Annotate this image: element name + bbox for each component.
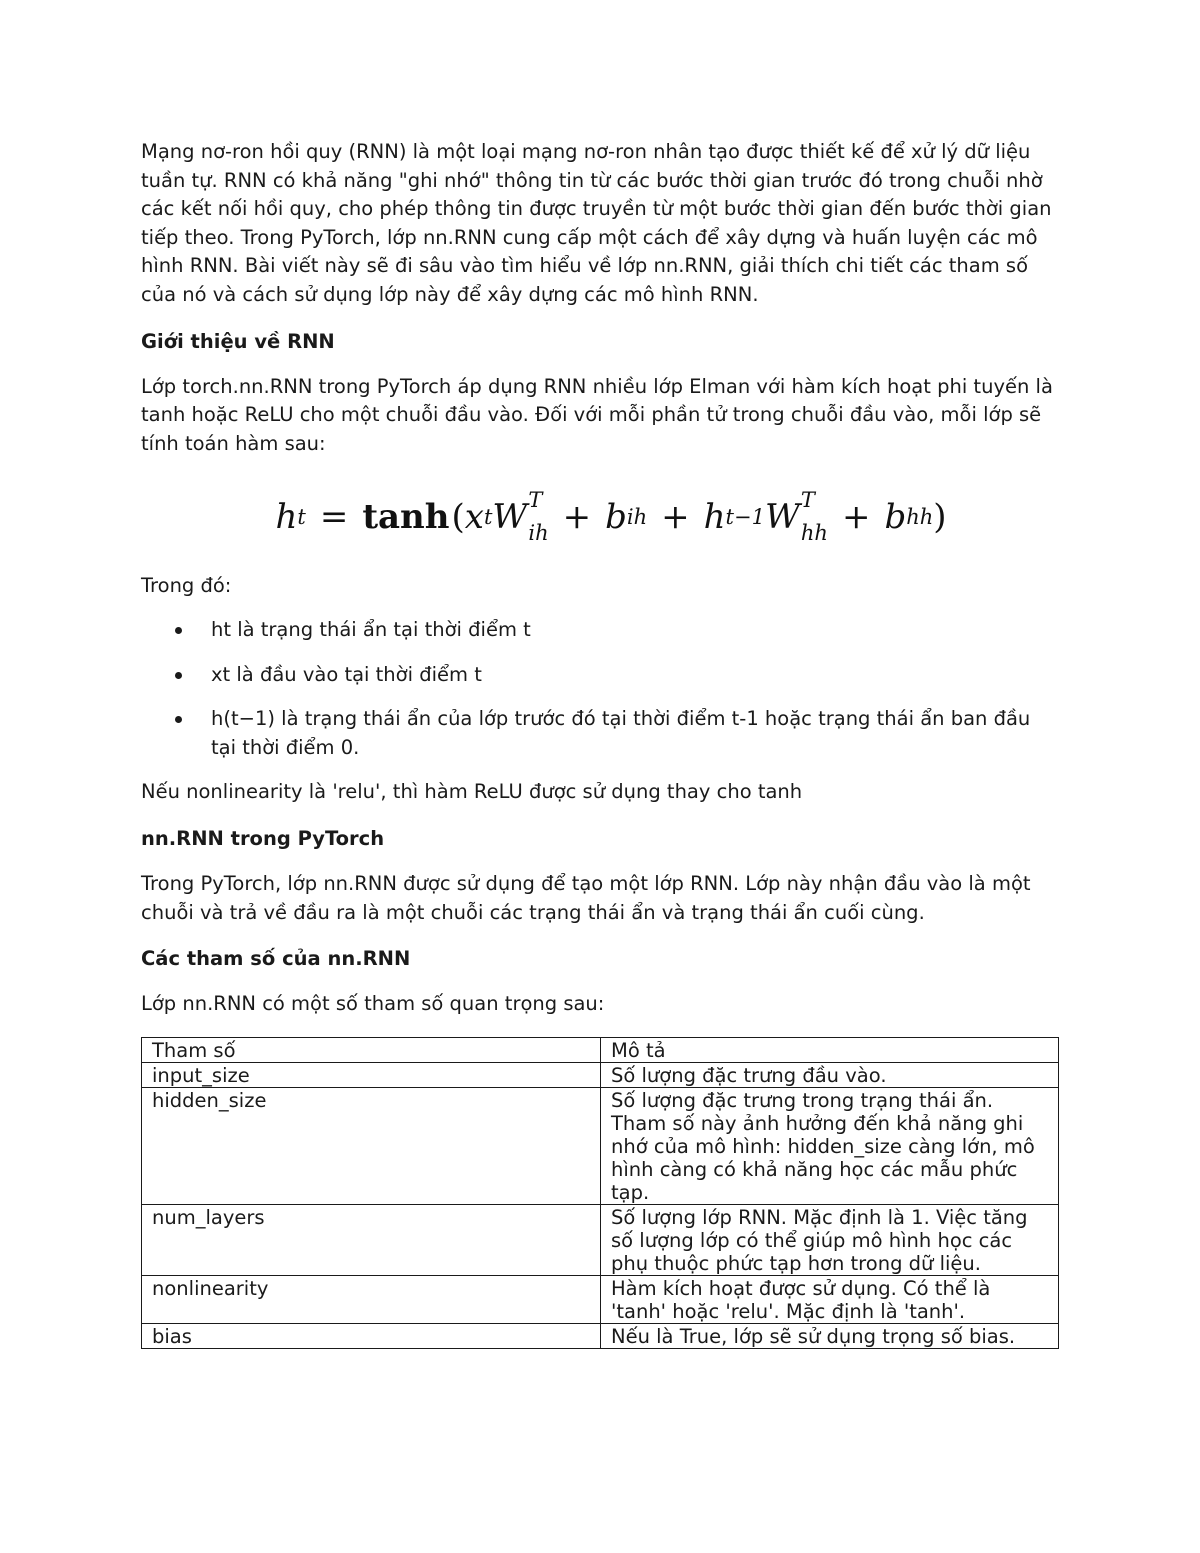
formula-w-hh: W [764,497,800,538]
document-page [141,138,1061,1349]
param-description-cell: Số lượng đặc trưng trong trạng thái ẩn. Tham số này ảnh hưởng đến khả năng ghi nhớ của mô hình: hidden_size càng lớn, mô hình càng có khả năng học các mẫu phức tạp. [601,1087,1059,1204]
formula-plus-1: + [562,497,592,538]
section-heading-intro-rnn: Giới thiệu về RNN [141,329,335,353]
list-item: h(t−1) là trạng thái ẩn của lớp trước đó tại thời điểm t-1 hoặc trạng thái ẩn ban đầu tại thời điểm 0. [141,705,1061,762]
where-label: Trong đó: [141,574,232,598]
rnn-formula [141,476,1061,558]
formula-h-prev-sub: t−1 [725,505,765,530]
formula-h-prev: h [703,497,726,538]
formula-w-ih-sub: ih [528,521,549,546]
formula-w-hh-sup: T [800,488,815,513]
formula-b-hh-sub: hh [906,505,934,530]
list-item: xt là đầu vào tại thời điểm t [141,661,1061,690]
table-header-cell: Tham số [142,1037,601,1062]
definition-list [141,616,1061,762]
param-description-cell: Số lượng đặc trưng đầu vào. [601,1062,1059,1087]
table-row [142,1087,1059,1204]
param-description-cell: Hàm kích hoạt được sử dụng. Có thể là 'tanh' hoặc 'relu'. Mặc định là 'tanh'. [601,1275,1059,1323]
formula-w-ih: W [492,497,528,538]
formula-w-hh-scripts [800,488,828,546]
nonlinearity-note: Nếu nonlinearity là 'relu', thì hàm ReLU được sử dụng thay cho tanh [141,780,803,804]
param-name-cell: hidden_size [142,1087,601,1204]
formula-plus-2: + [661,497,690,538]
parameters-table [141,1037,1059,1349]
table-row [142,1275,1059,1323]
section-intro-rnn-body: Lớp torch.nn.RNN trong PyTorch áp dụng RNN nhiều lớp Elman với hàm kích hoạt phi tuyến là tanh hoặc ReLU cho một chuỗi đầu vào. Đối với mỗi phần tử trong chuỗi đầu vào, mỗi lớp sẽ tính toán hàm sau: [141,374,1053,455]
param-name-cell: input_size [142,1062,601,1087]
table-row [142,1062,1059,1087]
formula-w-hh-sub: hh [800,521,828,546]
list-item: ht là trạng thái ẩn tại thời điểm t [141,616,1061,645]
param-name-cell: num_layers [142,1204,601,1275]
formula-w-ih-scripts [528,488,549,546]
formula-x: x [464,497,484,538]
formula-h: h [275,497,298,538]
intro-paragraph: Mạng nơ-ron hồi quy (RNN) là một loại mạng nơ-ron nhân tạo được thiết kế để xử lý dữ liệu tuần tự. RNN có khả năng "ghi nhớ" thông tin từ các bước thời gian trước đó trong chuỗi nhờ các kết nối hồi quy, cho phép thông tin được truyền từ một bước thời gian đến bước thời gian tiếp theo. Trong PyTorch, lớp nn.RNN cung cấp một cách để xây dựng và huấn luyện các mô hình RNN. Bài viết này sẽ đi sâu vào tìm hiểu về lớp nn.RNN, giải thích chi tiết các tham số của nó và cách sử dụng lớp này để xây dựng các mô hình RNN. [141,140,1052,306]
table-row [142,1323,1059,1348]
section-heading-nn-rnn: nn.RNN trong PyTorch [141,826,385,850]
param-name-cell: bias [142,1323,601,1348]
table-row [142,1204,1059,1275]
formula-w-ih-sup: T [528,488,543,513]
formula-b-hh: b [884,497,907,538]
table-header-row [142,1037,1059,1062]
param-description-cell: Nếu là True, lớp sẽ sử dụng trọng số bias. [601,1323,1059,1348]
formula-b-ih: b [605,497,627,538]
formula-equals: = [319,497,349,538]
section-nn-rnn-body: Trong PyTorch, lớp nn.RNN được sử dụng để tạo một lớp RNN. Lớp này nhận đầu vào là một chuỗi và trả về đầu ra là một chuỗi các trạng thái ẩn và trạng thái ẩn cuối cùng. [141,871,1031,924]
param-name-cell: nonlinearity [142,1275,601,1323]
formula-sub-t: t [297,505,306,530]
formula-b-ih-sub: ih [626,505,648,530]
section-heading-parameters: Các tham số của nn.RNN [141,947,411,971]
param-description-cell: Số lượng lớp RNN. Mặc định là 1. Việc tăng số lượng lớp có thể giúp mô hình học các phụ thuộc phức tạp hơn trong dữ liệu. [601,1204,1059,1275]
section-parameters-body: Lớp nn.RNN có một số tham số quan trọng sau: [141,992,605,1016]
formula-x-sub-t: t [483,505,493,530]
formula-plus-3: + [841,497,871,538]
table-header-cell: Mô tả [601,1037,1059,1062]
formula-open-paren: ( [451,497,465,538]
formula-close-paren: ) [933,497,947,538]
formula-tanh: tanh [362,497,450,538]
